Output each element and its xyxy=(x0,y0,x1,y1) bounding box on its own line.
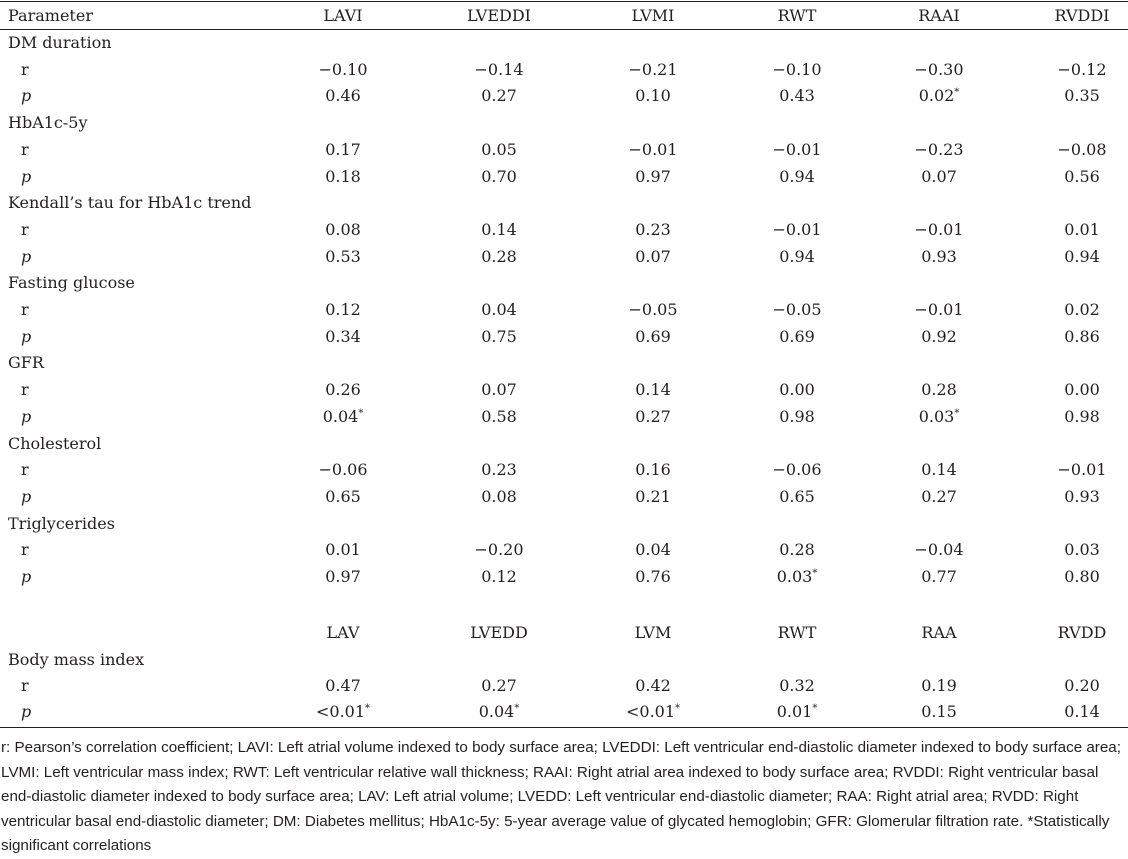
table-cell: 0.28 xyxy=(779,540,815,559)
row-label: Fasting glucose xyxy=(8,273,135,292)
table-footnote: r: Pearson’s correlation coefficient; LAVI: Left atrial volume indexed to body surface area; LVEDDI: Left ventricular end-diastolic diameter indexed to body surface area; LVMI: Left ventricular mass index; RWT: Left ventricular relative wall thickness; RAAI: Right atrial area indexed to body surface area; RVDDI: Right ventricular basal end-diastolic diameter indexed to body surface area; LAV: Left atrial volume; LVEDD: Left ventricular end-diastolic diameter; RAA: Right atrial area; RVDD: Right ventricular basal end-diastolic diameter; DM: Diabetes mellitus; HbA1c-5y: 5-year average value of glycated hemoglobin; GFR: Glomerular filtration rate. *Statistically significant correlations xyxy=(1,739,1121,854)
column-header: RVDDI xyxy=(1054,6,1110,25)
group-row xyxy=(0,510,1128,537)
table-cell: 0.97 xyxy=(635,167,671,186)
table-cell: 0.28 xyxy=(481,247,517,266)
table-cell: −0.01 xyxy=(772,140,822,159)
table-cell: 0.94 xyxy=(779,167,815,186)
column-header: LVM xyxy=(634,623,672,642)
table-cell: −0.12 xyxy=(1057,60,1107,79)
table-row xyxy=(0,136,1128,163)
table-cell: −0.21 xyxy=(628,60,678,79)
table-cell: 0.58 xyxy=(481,407,517,426)
table-cell: 0.20 xyxy=(1064,676,1100,695)
row-label: p xyxy=(21,167,32,186)
table-row xyxy=(0,82,1128,109)
table-cell: 0.98 xyxy=(779,407,815,426)
row-label: r xyxy=(21,220,29,239)
table-cell: −0.10 xyxy=(318,60,368,79)
table-cell: −0.01 xyxy=(914,300,964,319)
table-row xyxy=(0,456,1128,483)
table-cell: 0.14 xyxy=(921,460,957,479)
table-cell: 0.05 xyxy=(481,140,517,159)
row-label: r xyxy=(21,140,29,159)
table-cell: −0.05 xyxy=(628,300,678,319)
table-row xyxy=(0,376,1128,403)
parameter-header: Parameter xyxy=(8,6,93,25)
table-cell: 0.12 xyxy=(325,300,361,319)
table-cell: −0.30 xyxy=(914,60,964,79)
table-cell: 0.53 xyxy=(325,247,361,266)
table-cell: 0.76 xyxy=(635,567,671,586)
table-cell: 0.94 xyxy=(1064,247,1100,266)
table-cell: 0.69 xyxy=(779,327,815,346)
table-cell: 0.34 xyxy=(325,327,361,346)
table-cell: 0.19 xyxy=(921,676,957,695)
table-cell: 0.17 xyxy=(325,140,361,159)
table-cell: −0.04 xyxy=(914,540,964,559)
row-label: r xyxy=(21,60,29,79)
table-row xyxy=(0,483,1128,510)
table-cell: −0.05 xyxy=(772,300,822,319)
table-cell: −0.01 xyxy=(628,140,678,159)
table-cell: 0.04 xyxy=(481,300,517,319)
table-cell: 0.27 xyxy=(481,676,517,695)
column-header: LAV xyxy=(326,623,360,642)
table-cell: 0.27 xyxy=(921,487,957,506)
group-row xyxy=(0,646,1128,673)
table-cell: 0.03* xyxy=(918,407,960,426)
table-cell: 0.65 xyxy=(779,487,815,506)
table-cell: 0.01* xyxy=(776,702,818,721)
column-header: RAA xyxy=(921,623,957,642)
table-cell: 0.21 xyxy=(635,487,671,506)
table-cell: 0.75 xyxy=(481,327,517,346)
table-row xyxy=(0,536,1128,563)
table-cell: 0.08 xyxy=(481,487,517,506)
row-label: DM duration xyxy=(8,33,112,52)
table-cell: 0.77 xyxy=(921,567,957,586)
table-cell: 0.93 xyxy=(1064,487,1100,506)
table-cell: 0.14 xyxy=(635,380,671,399)
table-cell: 0.27 xyxy=(635,407,671,426)
table-cell: −0.08 xyxy=(1057,140,1107,159)
table-row xyxy=(0,698,1128,725)
table-cell: 0.00 xyxy=(779,380,815,399)
column-header: RWT xyxy=(777,623,817,642)
table-row xyxy=(0,672,1128,699)
row-label: Body mass index xyxy=(8,650,145,669)
group-row xyxy=(0,189,1128,216)
table-cell: 0.07 xyxy=(921,167,957,186)
table-cell: 0.12 xyxy=(481,567,517,586)
column-header: RWT xyxy=(777,6,817,25)
group-row xyxy=(0,430,1128,457)
row-label: r xyxy=(21,380,29,399)
group-row xyxy=(0,269,1128,296)
table-row xyxy=(0,243,1128,270)
table-cell: 0.47 xyxy=(325,676,361,695)
table-row xyxy=(0,563,1128,590)
group-row xyxy=(0,109,1128,136)
table-row xyxy=(0,403,1128,430)
table-cell: −0.14 xyxy=(474,60,524,79)
column-header: LAVI xyxy=(323,6,363,25)
row-label: Kendall’s tau for HbA1c trend xyxy=(8,193,252,212)
table-cell: 0.07 xyxy=(481,380,517,399)
column-header: RAAI xyxy=(918,6,960,25)
table-row xyxy=(0,323,1128,350)
column-header: RVDD xyxy=(1057,623,1107,642)
table-cell: −0.23 xyxy=(914,140,964,159)
table-cell: 0.04* xyxy=(478,702,520,721)
row-label: GFR xyxy=(8,353,44,372)
table-cell: 0.93 xyxy=(921,247,957,266)
table-cell: 0.35 xyxy=(1064,86,1100,105)
column-header: LVEDDI xyxy=(467,6,531,25)
table-cell: 0.27 xyxy=(481,86,517,105)
row-label: Triglycerides xyxy=(8,514,115,533)
group-row xyxy=(0,349,1128,376)
column-header: LVEDD xyxy=(470,623,528,642)
table-cell: 0.46 xyxy=(325,86,361,105)
table-cell: 0.14 xyxy=(481,220,517,239)
table-row xyxy=(0,296,1128,323)
table-cell: 0.02 xyxy=(1064,300,1100,319)
table-cell: −0.20 xyxy=(474,540,524,559)
table-cell: −0.06 xyxy=(772,460,822,479)
row-label: p xyxy=(21,567,32,586)
column-header: LVMI xyxy=(631,6,675,25)
table-cell: −0.01 xyxy=(914,220,964,239)
row-label: p xyxy=(21,247,32,266)
table-cell: <0.01* xyxy=(625,702,681,721)
group-row xyxy=(0,29,1128,56)
table-cell: 0.18 xyxy=(325,167,361,186)
table-cell: 0.43 xyxy=(779,86,815,105)
table-cell: 0.10 xyxy=(635,86,671,105)
table-cell: 0.56 xyxy=(1064,167,1100,186)
table-cell: −0.10 xyxy=(772,60,822,79)
table-cell: −0.01 xyxy=(1057,460,1107,479)
row-label: r xyxy=(21,300,29,319)
table-cell: 0.03 xyxy=(1064,540,1100,559)
table-cell: 0.23 xyxy=(635,220,671,239)
table-cell: 0.94 xyxy=(779,247,815,266)
table-cell: 0.97 xyxy=(325,567,361,586)
header-row xyxy=(0,2,1128,29)
table-cell: 0.16 xyxy=(635,460,671,479)
table-cell: 0.80 xyxy=(1064,567,1100,586)
table-cell: 0.28 xyxy=(921,380,957,399)
row-label: r xyxy=(21,676,29,695)
table-cell: <0.01* xyxy=(315,702,371,721)
table-cell: 0.03* xyxy=(776,567,818,586)
table-cell: 0.98 xyxy=(1064,407,1100,426)
second-header-row xyxy=(0,619,1128,646)
table-cell: 0.65 xyxy=(325,487,361,506)
table-cell: −0.06 xyxy=(318,460,368,479)
table-cell: −0.01 xyxy=(772,220,822,239)
table-cell: 0.32 xyxy=(779,676,815,695)
row-label: p xyxy=(21,86,32,105)
table-cell: 0.23 xyxy=(481,460,517,479)
row-label: p xyxy=(21,407,32,426)
table-cell: 0.92 xyxy=(921,327,957,346)
row-label: Cholesterol xyxy=(8,434,102,453)
table-cell: 0.04 xyxy=(635,540,671,559)
table-cell: 0.14 xyxy=(1064,702,1100,721)
table-cell: 0.26 xyxy=(325,380,361,399)
table-cell: 0.04* xyxy=(322,407,364,426)
row-label: r xyxy=(21,540,29,559)
table-cell: 0.02* xyxy=(918,86,960,105)
table-row xyxy=(0,56,1128,83)
row-label: HbA1c-5y xyxy=(8,113,88,132)
table-cell: 0.70 xyxy=(481,167,517,186)
table-cell: 0.42 xyxy=(635,676,671,695)
table-cell: 0.08 xyxy=(325,220,361,239)
table-cell: 0.01 xyxy=(325,540,361,559)
table-row xyxy=(0,163,1128,190)
table-cell: 0.00 xyxy=(1064,380,1100,399)
table-cell: 0.69 xyxy=(635,327,671,346)
table-cell: 0.86 xyxy=(1064,327,1100,346)
row-label: p xyxy=(21,487,32,506)
bottom-rule xyxy=(0,727,1128,728)
row-label: r xyxy=(21,460,29,479)
table-cell: 0.15 xyxy=(921,702,957,721)
table-cell: 0.07 xyxy=(635,247,671,266)
table-cell: 0.01 xyxy=(1064,220,1100,239)
row-label: p xyxy=(21,327,32,346)
row-label: p xyxy=(21,702,32,721)
table-row xyxy=(0,216,1128,243)
